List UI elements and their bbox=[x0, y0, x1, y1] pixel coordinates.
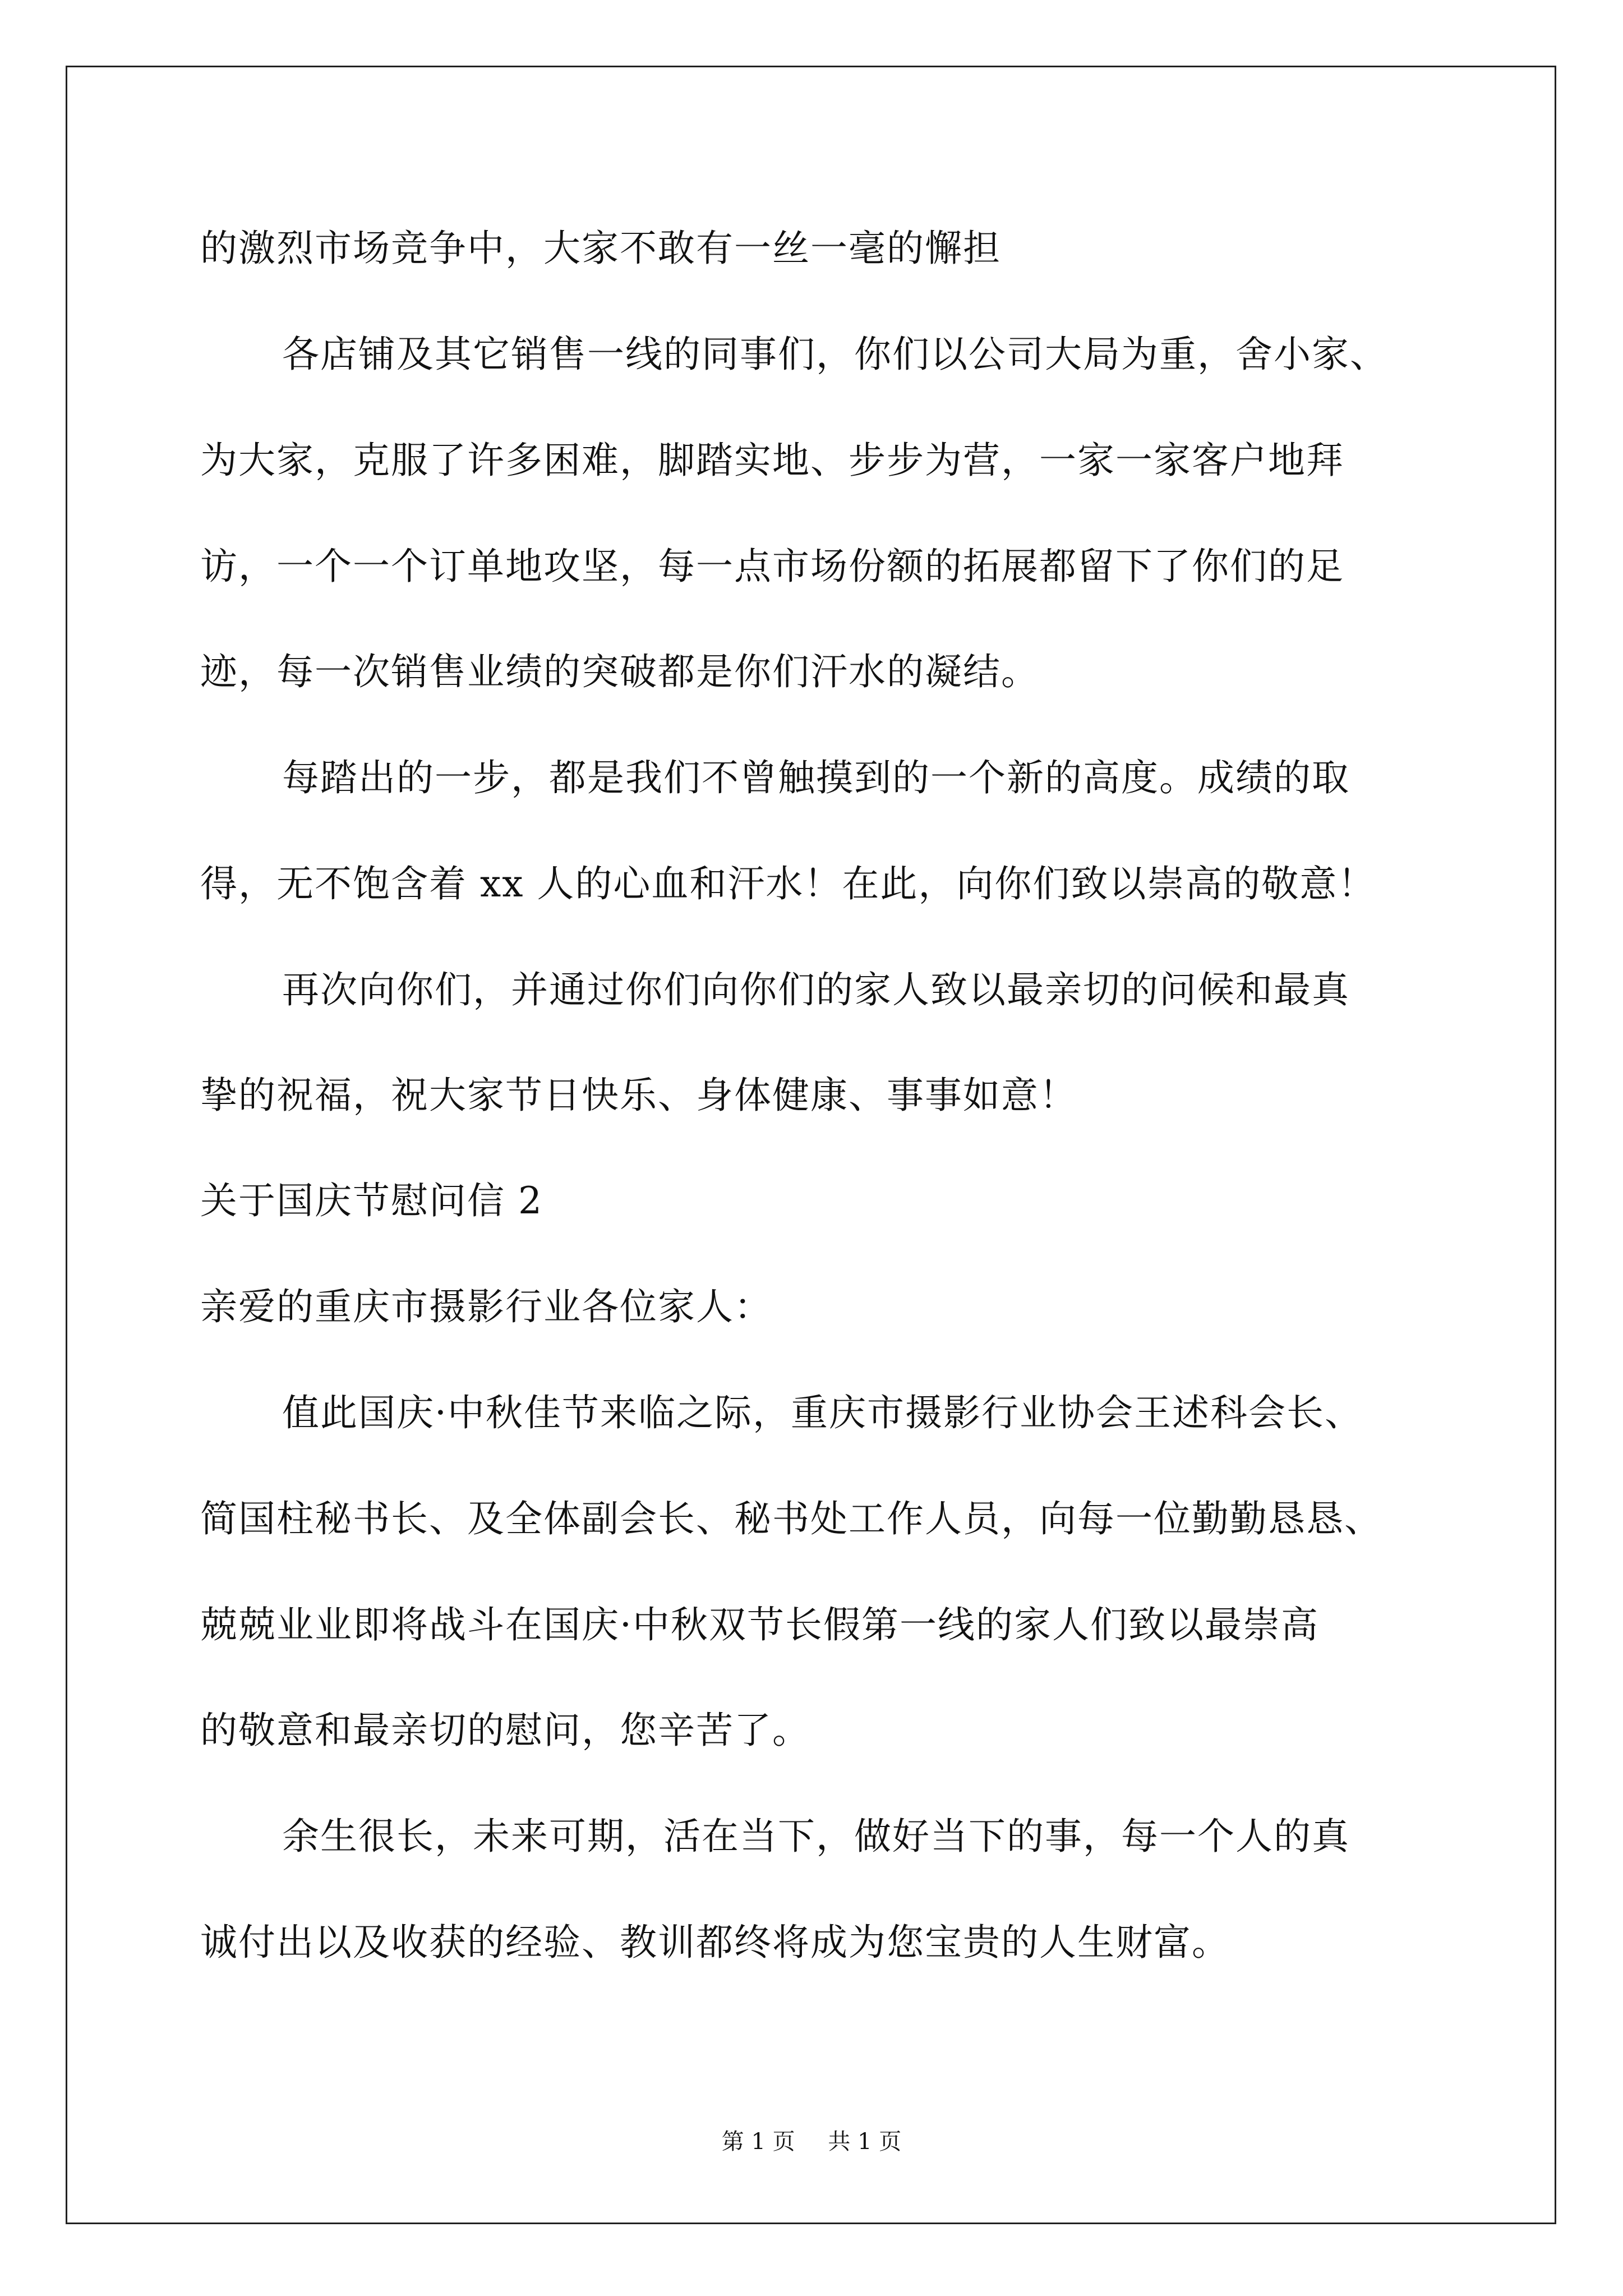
text-line: 每踏出的一步，都是我们不曾触摸到的一个新的高度。成绩的取 bbox=[282, 756, 1350, 799]
section-heading: 关于国庆节慰问信 2 bbox=[200, 1179, 543, 1222]
text-line: 值此国庆·中秋佳节来临之际，重庆市摄影行业协会王述科会长、 bbox=[282, 1391, 1363, 1434]
text-line: 再次向你们，并通过你们向你们的家人致以最亲切的问候和最真 bbox=[282, 968, 1350, 1011]
text-line: 诚付出以及收获的经验、教训都终将成为您宝贵的人生财富。 bbox=[200, 1921, 1230, 1964]
page-number: 第 1 页 bbox=[721, 2129, 795, 2155]
text-line: 简国柱秘书长、及全体副会长、秘书处工作人员，向每一位勤勤恳恳、 bbox=[200, 1497, 1382, 1540]
text-line: 的激烈市场竞争中，大家不敢有一丝一毫的懈担 bbox=[200, 227, 1001, 270]
page-footer bbox=[0, 2131, 1623, 2153]
text-line: 挚的祝福，祝大家节日快乐、身体健康、事事如意！ bbox=[200, 1074, 1077, 1117]
page-border bbox=[66, 66, 1556, 2224]
text-line: 余生很长，未来可期，活在当下，做好当下的事，每一个人的真 bbox=[282, 1815, 1350, 1858]
text-line: 各店铺及其它销售一线的同事们，你们以公司大局为重，舍小家、 bbox=[282, 333, 1388, 376]
total-pages: 共 1 页 bbox=[828, 2129, 902, 2155]
text-line: 迹，每一次销售业绩的突破都是你们汗水的凝结。 bbox=[200, 650, 1039, 693]
text-line: 得，无不饱含着 xx 人的心血和汗水！在此，向你们致以崇高的敬意！ bbox=[200, 862, 1376, 905]
text-line: 的敬意和最亲切的慰问，您辛苦了。 bbox=[200, 1709, 810, 1752]
salutation: 亲爱的重庆市摄影行业各位家人： bbox=[200, 1285, 772, 1328]
text-line: 为大家，克服了许多困难，脚踏实地、步步为营，一家一家客户地拜 bbox=[200, 439, 1344, 482]
text-line: 访，一个一个订单地攻坚，每一点市场份额的拓展都留下了你们的足 bbox=[200, 545, 1344, 588]
text-line: 兢兢业业即将战斗在国庆·中秋双节长假第一线的家人们致以最崇高 bbox=[200, 1603, 1319, 1646]
